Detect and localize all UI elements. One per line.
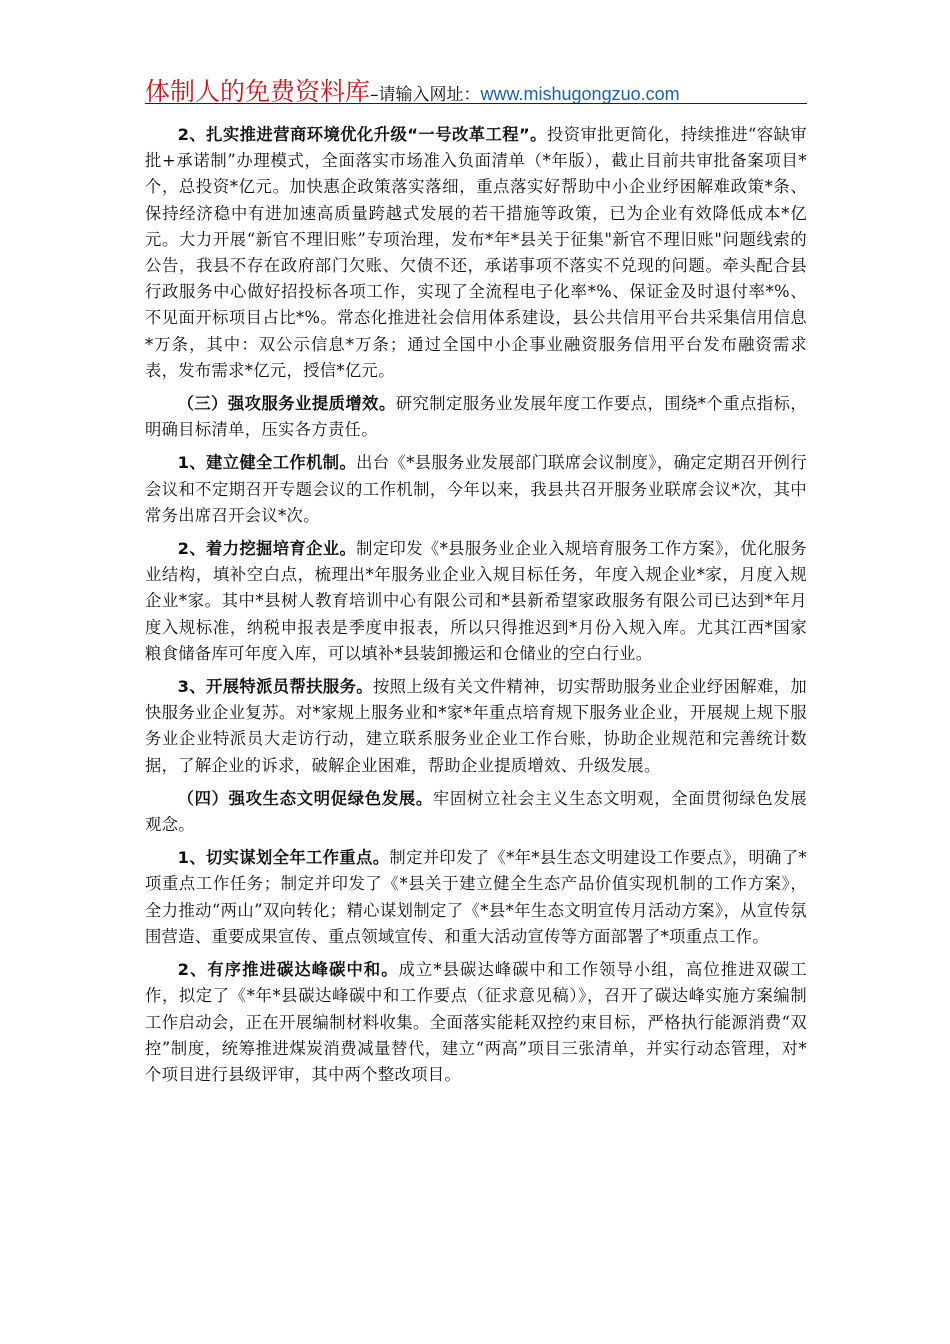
paragraph-text: 按照上级有关文件精神，切实帮助服务业企业纾困解难，加快服务业企业复苏。对*家规上服务业和*家*年重点培育规下服务业企业，开展规上规下服务业企业特派员大走访行动，建立联系服务业企业工作台账，协助企业规范和完善统计数据，了解企业的诉求，破解企业困难，帮助企业提质增效、升级发展。 bbox=[145, 677, 807, 775]
document-body bbox=[145, 122, 807, 1095]
paragraph bbox=[145, 536, 807, 667]
paragraph bbox=[145, 957, 807, 1088]
paragraph bbox=[145, 391, 807, 443]
paragraph bbox=[145, 845, 807, 950]
paragraph-text: 投资审批更简化，持续推进“容缺审批+承诺制”办理模式，全面落实市场准入负面清单（*年版），截止目前共审批备案项目*个，总投资*亿元。加快惠企政策落实落细，重点落实好帮助中小企业纾困解难政策*条、保持经济稳中有进加速高质量跨越式发展的若干措施等政策，已为企业有效降低成本*亿元。大力开展“新官不理旧账”专项治理，发布*年*县关于征集"新官不理旧账"问题线索的公告，我县不存在政府部门欠账、欠债不还，承诺事项不落实不兑现的问题。牵头配合县行政服务中心做好招投标各项工作，实现了全流程电子化率*%、保证金及时退付率*%、不见面开标项目占比*%。常态化推进社会信用体系建设，县公共信用平台共采集信用信息*万条，其中：双公示信息*万条；通过全国中小企事业融资服务信用平台发布融资需求表，发布需求*亿元，授信*亿元。 bbox=[145, 125, 807, 380]
paragraph-heading: （四）强攻生态文明促绿色发展。 bbox=[177, 788, 433, 808]
paragraph-text: 制定印发《*县服务业企业入规培育服务工作方案》，优化服务业结构，填补空白点，梳理出*年服务业企业入规目标任务，年度入规企业*家，月度入规企业*家。其中*县树人教育培训中心有限公司和*县新希望家政服务有限公司已达到*年月度入规标准，纳税申报表是季度申报表，所以只得推迟到*月份入规入库。尤其江西*国家粮食储备库可年度入库，可以填补*县装卸搬运和仓储业的空白行业。 bbox=[145, 539, 807, 663]
paragraph-text: 成立*县碳达峰碳中和工作领导小组，高位推进双碳工作，拟定了《*年*县碳达峰碳中和工作要点（征求意见稿）》，召开了碳达峰实施方案编制工作启动会，正在开展编制材料收集。全面落实能耗双控约束目标，严格执行能源消费“双控”制度，统筹推进煤炭消费减量替代，建立“两高”项目三张清单，并实行动态管理，对*个项目进行县级评审，其中两个整改项目。 bbox=[145, 960, 807, 1084]
paragraph-heading: 1、切实谋划全年工作重点。 bbox=[177, 848, 390, 868]
brand-title: 体制人的免费资料库 bbox=[145, 77, 371, 106]
paragraph-heading: 1、建立健全工作机制。 bbox=[177, 453, 357, 473]
header-url-link[interactable]: www.mishugongzuo.com bbox=[480, 84, 680, 104]
paragraph-heading: （三）强攻服务业提质增效。 bbox=[177, 394, 396, 414]
paragraph-heading: 2、着力挖掘培育企业。 bbox=[177, 539, 357, 559]
paragraph bbox=[145, 122, 807, 384]
paragraph-text: 制定并印发了《*年*县生态文明建设工作要点》，明确了*项重点工作任务；制定并印发了《*县关于建立健全生态产品价值实现机制的工作方案》，全力推动“两山”双向转化；精心谋划制定了《*县*年生态文明宣传月活动方案》，从宣传氛围营造、重要成果宣传、重点领域宣传、和重大活动宣传等方面部署了*项重点工作。 bbox=[145, 848, 807, 946]
paragraph bbox=[145, 786, 807, 838]
page-header bbox=[145, 72, 807, 104]
header-divider bbox=[145, 103, 807, 104]
paragraph-heading: 2、扎实推进营商环境优化升级“一号改革工程”。 bbox=[177, 125, 547, 144]
paragraph-text: 研究制定服务业发展年度工作要点，围绕*个重点指标，明确目标清单，压实各方责任。 bbox=[145, 394, 807, 440]
paragraph-text: 牢固树立社会主义生态文明观，全面贯彻绿色发展观念。 bbox=[145, 788, 807, 835]
paragraph-heading: 3、开展特派员帮扶服务。 bbox=[177, 677, 373, 697]
paragraph bbox=[145, 450, 807, 529]
paragraph-heading: 2、有序推进碳达峰碳中和。 bbox=[177, 960, 399, 980]
header-prompt: –请输入网址： bbox=[370, 85, 481, 105]
paragraph-text: 出台《*县服务业发展部门联席会议制度》，确定定期召开例行会议和不定期召开专题会议的工作机制，今年以来，我县共召开服务业联席会议*次，其中常务出席召开会议*次。 bbox=[145, 453, 807, 525]
paragraph bbox=[145, 674, 807, 779]
